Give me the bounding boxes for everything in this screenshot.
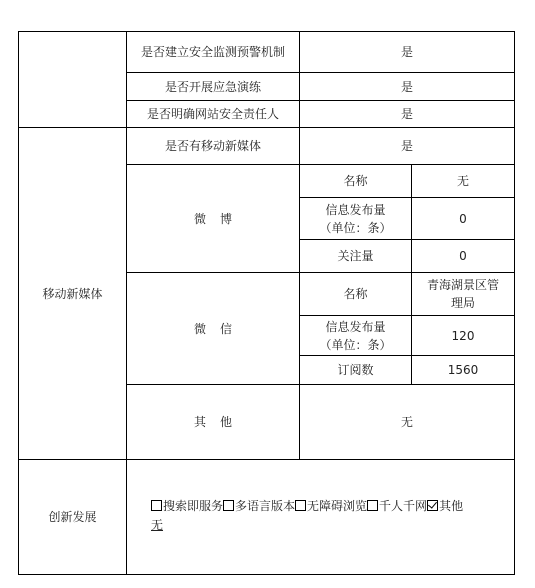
weixin-name-value: 青海湖景区管理局 <box>426 278 499 310</box>
weibo-posts-value: 0 <box>459 211 467 226</box>
table-border-bottom <box>18 574 515 575</box>
has-mobile-value: 是 <box>400 139 413 153</box>
weixin-posts-label: 信息发布量（单位：条） <box>319 319 392 352</box>
weibo-label: 微博 <box>193 211 246 226</box>
monitor-value: 是 <box>400 45 413 59</box>
option-search-as-service[interactable] <box>151 499 223 513</box>
other-value: 无 <box>400 415 413 429</box>
weixin-subscribers-value: 1560 <box>447 363 479 377</box>
weibo-name-value: 无 <box>456 174 469 188</box>
weibo-posts-label: 信息发布量（单位：条） <box>319 202 392 235</box>
monitor-label: 是否建立安全监测预警机制 <box>140 45 285 59</box>
option-personalized[interactable] <box>367 499 427 513</box>
option-label: 其他 <box>439 499 464 513</box>
weixin-label: 微信 <box>193 321 246 336</box>
option-label: 多语言版本 <box>235 499 296 513</box>
weibo-followers-label: 关注量 <box>337 249 374 263</box>
weixin-subscribers-label: 订阅数 <box>337 363 374 377</box>
weibo-followers-value: 0 <box>459 249 467 263</box>
checkbox-icon[interactable] <box>367 500 378 511</box>
weixin-posts-value: 120 <box>451 328 475 343</box>
checkbox-icon[interactable] <box>223 500 234 511</box>
innovation-options <box>151 497 463 515</box>
other-label: 其他 <box>193 415 246 429</box>
table-border-right <box>514 31 515 575</box>
option-accessibility[interactable] <box>295 499 367 513</box>
option-multilanguage[interactable] <box>223 499 295 513</box>
mobile-section-label: 移动新媒体 <box>42 286 103 301</box>
option-label: 搜索即服务 <box>163 499 224 513</box>
option-label: 千人千网 <box>379 499 428 513</box>
responsible-label: 是否明确网站安全责任人 <box>146 107 279 121</box>
responsible-value: 是 <box>400 107 413 121</box>
drill-label: 是否开展应急演练 <box>164 79 261 94</box>
option-label: 无障碍浏览 <box>307 499 368 513</box>
weibo-name-label: 名称 <box>343 174 368 188</box>
checkbox-checked-icon[interactable] <box>427 500 438 511</box>
has-mobile-label: 是否有移动新媒体 <box>164 139 261 153</box>
innovation-other-text: 无 <box>151 518 164 532</box>
checkbox-icon[interactable] <box>151 500 162 511</box>
checkbox-icon[interactable] <box>295 500 306 511</box>
option-other[interactable] <box>427 499 463 513</box>
weixin-name-label: 名称 <box>343 287 368 301</box>
drill-value: 是 <box>400 79 413 94</box>
innovation-section-label: 创新发展 <box>48 510 97 524</box>
